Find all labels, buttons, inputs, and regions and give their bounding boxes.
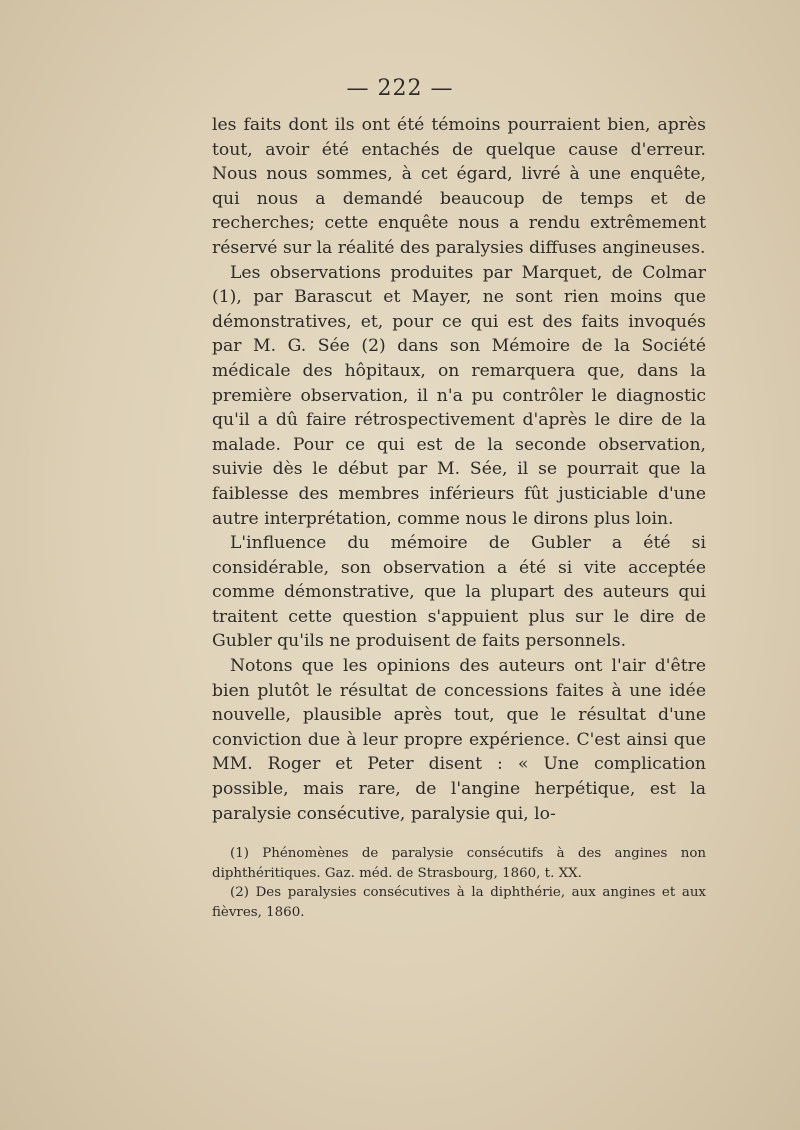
paragraph-continuation: les faits dont ils ont été témoins pourraient bien, après tout, avoir été entachés de quelque cause d'erreur. Nous nous sommes, à cet égard, livré à une enquête, qui nous a demandé beaucoup de temps et de recherches; cette enquête nous a rendu extrêmement réservé sur la réalité des paralysies diffuses angineuses. xyxy=(212,115,706,258)
footnotes xyxy=(212,844,706,922)
page-number: — 222 — xyxy=(346,76,454,101)
footnote-2: (2) Des paralysies consécutives à la diphthérie, aux angines et aux fièvres, 1860. xyxy=(212,885,706,920)
footnote-1: (1) Phénomènes de paralysie consécutifs à des angines non diphthéritiques. Gaz. méd. de Strasbourg, 1860, t. XX. xyxy=(212,846,706,881)
paragraph-gubler-influence: L'influence du mémoire de Gubler a été si considérable, son observation a été si vite acceptée comme démonstrative, que la plupart des auteurs qui traitent cette question s'appuient plus sur le dire de Gubler qu'ils ne produisent de faits personnels. xyxy=(212,533,706,652)
paragraph-author-opinions: Notons que les opinions des auteurs ont l'air d'être bien plutôt le résultat de concessions faites à une idée nouvelle, plausible après tout, que le résultat d'une conviction due à leur propre expérience. C'est ainsi que MM. Roger et Peter disent : « Une complication possible, mais rare, de l'angine herpétique, est la paralysie consécutive, paralysie qui, lo- xyxy=(212,656,706,824)
body-text xyxy=(212,113,706,826)
paragraph-observations: Les observations produites par Marquet, de Colmar (1), par Barascut et Mayer, ne sont rien moins que démonstratives, et, pour ce qui est des faits invoqués par M. G. Sée (2) dans son Mémoire de la Société médicale des hôpitaux, on remarquera que, dans la première observation, il n'a pu contrôler le diagnostic qu'il a dû faire rétrospectivement d'après le dire de la malade. Pour ce qui est de la seconde observation, suivie dès le début par M. Sée, il se pourrait que la faiblesse des membres inférieurs fût justiciable d'une autre interprétation, comme nous le dirons plus loin. xyxy=(212,262,706,529)
